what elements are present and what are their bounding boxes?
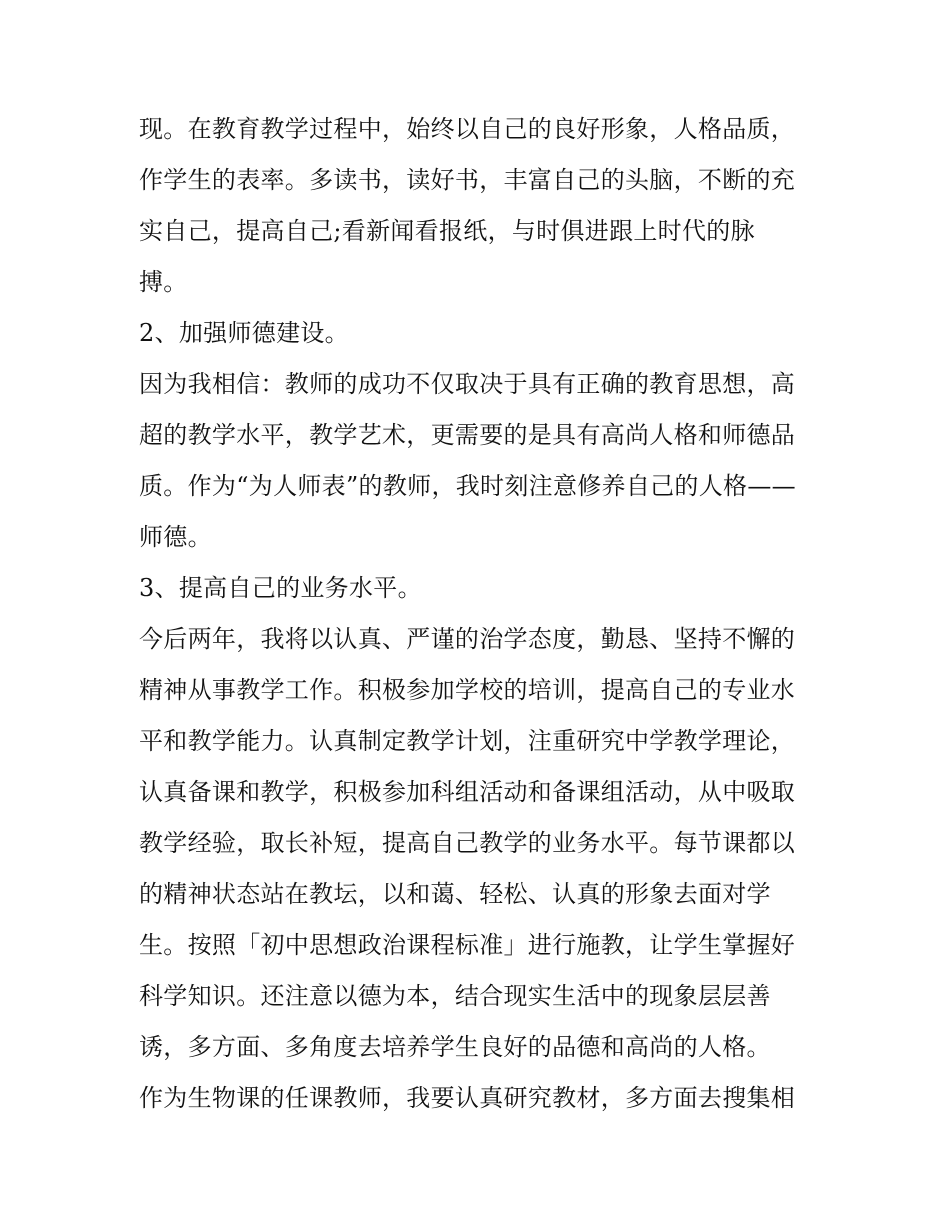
text-line: 因为我相信：教师的成功不仅取决于具有正确的教育思想，高 <box>139 370 796 398</box>
text-line: 生。按照「初中思想政治课程标准」进行施教，让学生掌握好 <box>139 931 796 959</box>
text-line: 作学生的表率。多读书，读好书，丰富自己的头脑，不断的充 <box>139 166 796 194</box>
text-line: 超的教学水平，教学艺术，更需要的是具有高尚人格和师德品 <box>139 421 796 449</box>
text-line: 作为生物课的任课教师，我要认真研究教材，多方面去搜集相 <box>139 1084 796 1112</box>
text-line: 平和教学能力。认真制定教学计划，注重研究中学教学理论， <box>139 727 796 755</box>
text-line: 师德。 <box>139 523 212 551</box>
text-line: 教学经验，取长补短，提高自己教学的业务水平。每节课都以 <box>139 829 796 857</box>
section-heading: 3、提高自己的业务水平。 <box>139 574 422 602</box>
text-line: 精神从事教学工作。积极参加学校的培训，提高自己的专业水 <box>139 676 796 704</box>
text-line: 实自己，提高自己;看新闻看报纸，与时俱进跟上时代的脉 <box>139 217 755 245</box>
section-heading: 2、加强师德建设。 <box>139 319 349 347</box>
text-line: 认真备课和教学，积极参加科组活动和备课组活动，从中吸取 <box>139 778 796 806</box>
text-line: 科学知识。还注意以德为本，结合现实生活中的现象层层善 <box>139 982 771 1010</box>
text-line: 质。作为“为人师表”的教师，我时刻注意修养自己的人格—— <box>139 472 796 500</box>
text-line: 现。在教育教学过程中，始终以自己的良好形象，人格品质， <box>139 115 796 143</box>
text-line: 今后两年，我将以认真、严谨的治学态度，勤恳、坚持不懈的 <box>139 625 796 653</box>
text-line: 诱，多方面、多角度去培养学生良好的品德和高尚的人格。 <box>139 1033 771 1061</box>
text-line: 搏。 <box>139 268 188 296</box>
text-line: 的精神状态站在教坛，以和蔼、轻松、认真的形象去面对学 <box>139 880 771 908</box>
